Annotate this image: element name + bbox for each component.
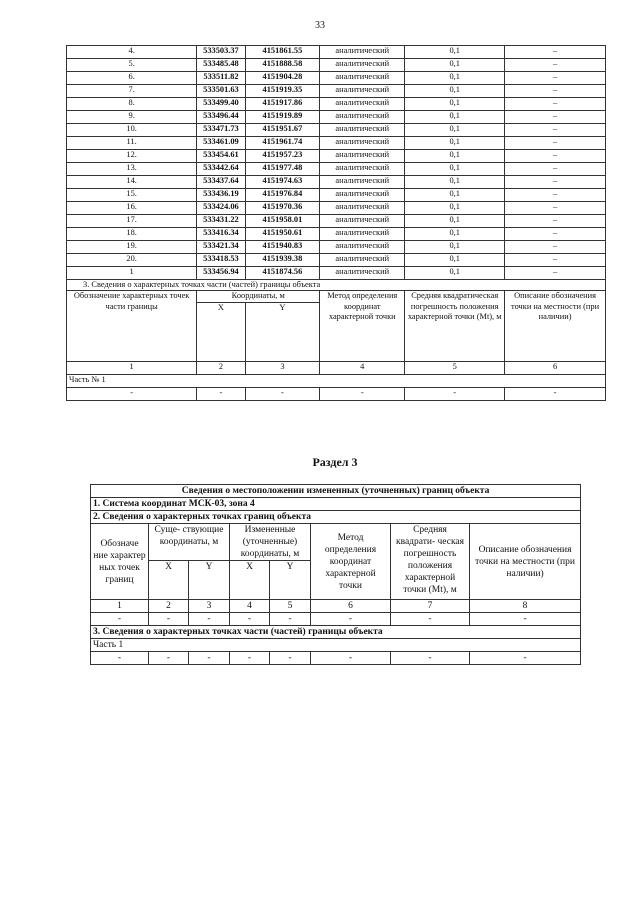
point-method: аналитический	[320, 241, 405, 254]
point-accuracy: 0,1	[405, 241, 505, 254]
table-row	[67, 176, 606, 189]
point-number: 6.	[67, 72, 197, 85]
point-description: –	[505, 202, 606, 215]
point-x: 533471.73	[197, 124, 245, 137]
point-method: аналитический	[320, 150, 405, 163]
table-row	[67, 137, 606, 150]
header-method: Метод определения координат характерной точки	[311, 524, 391, 600]
point-y: 4151977.48	[245, 163, 320, 176]
point-accuracy: 0,1	[405, 85, 505, 98]
table-row	[67, 202, 606, 215]
dash-cell: -	[149, 652, 189, 665]
table-row	[67, 72, 606, 85]
dash-cell: -	[91, 652, 149, 665]
point-method: аналитический	[320, 98, 405, 111]
dash-cell: -	[470, 652, 581, 665]
dash-cell: -	[470, 613, 581, 626]
point-method: аналитический	[320, 85, 405, 98]
point-y: 4151950.61	[245, 228, 320, 241]
point-number: 19.	[67, 241, 197, 254]
point-number: 13.	[67, 163, 197, 176]
point-accuracy: 0,1	[405, 150, 505, 163]
point-accuracy: 0,1	[405, 59, 505, 72]
point-number: 15.	[67, 189, 197, 202]
col-number: 7	[391, 600, 470, 613]
table-row	[67, 228, 606, 241]
point-number: 4.	[67, 46, 197, 59]
col-number: 5	[270, 600, 311, 613]
dash-cell: -	[311, 652, 391, 665]
point-description: –	[505, 124, 606, 137]
point-method: аналитический	[320, 254, 405, 267]
col-number: 1	[67, 361, 197, 374]
point-description: –	[505, 241, 606, 254]
col-number: 3	[245, 361, 320, 374]
col-number: 8	[470, 600, 581, 613]
point-method: аналитический	[320, 46, 405, 59]
table-row	[67, 124, 606, 137]
changed-boundaries-table	[90, 484, 581, 665]
point-x: 533431.22	[197, 215, 245, 228]
table-row	[67, 85, 606, 98]
point-y: 4151976.84	[245, 189, 320, 202]
point-x: 533456.94	[197, 267, 245, 280]
point-description: –	[505, 176, 606, 189]
table-row	[67, 254, 606, 267]
col-number: 2	[197, 361, 245, 374]
table-row	[67, 267, 606, 280]
point-accuracy: 0,1	[405, 163, 505, 176]
header-existing-x: X	[149, 561, 189, 600]
point-number: 7.	[67, 85, 197, 98]
point-accuracy: 0,1	[405, 176, 505, 189]
table-row	[67, 215, 606, 228]
point-y: 4151917.86	[245, 98, 320, 111]
dash-cell: -	[189, 652, 230, 665]
point-accuracy: 0,1	[405, 202, 505, 215]
point-description: –	[505, 59, 606, 72]
point-method: аналитический	[320, 59, 405, 72]
point-x: 533418.53	[197, 254, 245, 267]
boundary-points-body	[67, 46, 606, 280]
point-accuracy: 0,1	[405, 254, 505, 267]
dash-cell: -	[67, 387, 197, 400]
dash-cell: -	[405, 387, 505, 400]
point-y: 4151861.55	[245, 46, 320, 59]
dash-cell: -	[391, 652, 470, 665]
dash-cell: -	[91, 613, 149, 626]
coordinate-system: 1. Система координат МСК-03, зона 4	[91, 498, 581, 511]
point-accuracy: 0,1	[405, 228, 505, 241]
point-accuracy: 0,1	[405, 111, 505, 124]
point-y: 4151958.01	[245, 215, 320, 228]
dash-cell: -	[230, 613, 270, 626]
header-y: Y	[245, 302, 320, 361]
page-number: 33	[315, 20, 325, 31]
part-points-title: 3. Сведения о характерных точках части (частей) границы объекта	[91, 626, 581, 639]
point-description: –	[505, 215, 606, 228]
point-number: 1	[67, 267, 197, 280]
point-number: 17.	[67, 215, 197, 228]
point-y: 4151919.35	[245, 85, 320, 98]
point-x: 533437.64	[197, 176, 245, 189]
point-x: 533485.48	[197, 59, 245, 72]
point-number: 14.	[67, 176, 197, 189]
point-y: 4151940.83	[245, 241, 320, 254]
point-y: 4151974.63	[245, 176, 320, 189]
header-coordinates: Координаты, м	[197, 291, 320, 303]
point-description: –	[505, 163, 606, 176]
dash-cell: -	[320, 387, 405, 400]
dash-cell: -	[149, 613, 189, 626]
table-row	[67, 150, 606, 163]
header-designation: Обозначе ние характер ных точек границ	[91, 524, 149, 600]
dash-cell: -	[197, 387, 245, 400]
table-row	[67, 163, 606, 176]
point-x: 533436.19	[197, 189, 245, 202]
header-existing-coords: Суще- ствующие координаты, м	[149, 524, 230, 561]
point-x: 533454.61	[197, 150, 245, 163]
table-row	[67, 59, 606, 72]
point-accuracy: 0,1	[405, 189, 505, 202]
header-changed-y: Y	[270, 561, 311, 600]
col-number: 3	[189, 600, 230, 613]
point-y: 4151951.67	[245, 124, 320, 137]
point-description: –	[505, 111, 606, 124]
section-title: Раздел 3	[312, 455, 358, 469]
point-accuracy: 0,1	[405, 137, 505, 150]
point-x: 533511.82	[197, 72, 245, 85]
point-description: –	[505, 228, 606, 241]
point-y: 4151957.23	[245, 150, 320, 163]
point-method: аналитический	[320, 111, 405, 124]
header-description: Описание обозначения точки на местности (при наличии)	[470, 524, 581, 600]
subsection-3-title: 3. Сведения о характерных точках части (частей) границы объекта	[67, 280, 606, 291]
part-label: Часть № 1	[67, 374, 606, 387]
header-changed-x: X	[230, 561, 270, 600]
point-y: 4151961.74	[245, 137, 320, 150]
table-row	[67, 241, 606, 254]
dash-cell: -	[311, 613, 391, 626]
point-x: 533499.40	[197, 98, 245, 111]
header-existing-y: Y	[189, 561, 230, 600]
point-accuracy: 0,1	[405, 124, 505, 137]
point-description: –	[505, 46, 606, 59]
col-number: 4	[230, 600, 270, 613]
table-row	[67, 189, 606, 202]
points-title: 2. Сведения о характерных точках границ объекта	[91, 511, 581, 524]
dash-cell: -	[230, 652, 270, 665]
point-method: аналитический	[320, 228, 405, 241]
header-accuracy: Средняя квадрати- ческая погрешность положения характерной точки (Мt), м	[391, 524, 470, 600]
dash-cell: -	[189, 613, 230, 626]
col-number: 1	[91, 600, 149, 613]
point-method: аналитический	[320, 163, 405, 176]
point-y: 4151919.89	[245, 111, 320, 124]
point-method: аналитический	[320, 202, 405, 215]
point-description: –	[505, 137, 606, 150]
col-number: 6	[311, 600, 391, 613]
point-method: аналитический	[320, 215, 405, 228]
point-number: 10.	[67, 124, 197, 137]
header-changed-coords: Измененные (уточненные) координаты, м	[230, 524, 311, 561]
point-accuracy: 0,1	[405, 46, 505, 59]
point-x: 533496.44	[197, 111, 245, 124]
point-method: аналитический	[320, 72, 405, 85]
point-x: 533416.34	[197, 228, 245, 241]
col-number: 6	[505, 361, 606, 374]
point-accuracy: 0,1	[405, 98, 505, 111]
header-description: Описание обозначения точки на местности (при наличии)	[505, 291, 606, 362]
point-accuracy: 0,1	[405, 267, 505, 280]
header-x: X	[197, 302, 245, 361]
point-y: 4151888.58	[245, 59, 320, 72]
point-accuracy: 0,1	[405, 215, 505, 228]
part-label: Часть 1	[91, 639, 581, 652]
point-description: –	[505, 189, 606, 202]
dash-cell: -	[391, 613, 470, 626]
point-number: 8.	[67, 98, 197, 111]
point-x: 533442.64	[197, 163, 245, 176]
point-accuracy: 0,1	[405, 72, 505, 85]
point-description: –	[505, 72, 606, 85]
point-method: аналитический	[320, 137, 405, 150]
point-y: 4151874.56	[245, 267, 320, 280]
header-method: Метод определения координат характерной точки	[320, 291, 405, 362]
col-number: 2	[149, 600, 189, 613]
dash-cell: -	[245, 387, 320, 400]
dash-cell: -	[270, 652, 311, 665]
col-number: 5	[405, 361, 505, 374]
header-designation: Обозначение характерных точек части границы	[67, 291, 197, 362]
point-y: 4151939.38	[245, 254, 320, 267]
point-description: –	[505, 267, 606, 280]
point-description: –	[505, 98, 606, 111]
point-y: 4151970.36	[245, 202, 320, 215]
point-x: 533503.37	[197, 46, 245, 59]
point-method: аналитический	[320, 267, 405, 280]
point-description: –	[505, 150, 606, 163]
point-number: 12.	[67, 150, 197, 163]
point-x: 533461.09	[197, 137, 245, 150]
point-method: аналитический	[320, 189, 405, 202]
point-method: аналитический	[320, 124, 405, 137]
point-number: 9.	[67, 111, 197, 124]
point-number: 5.	[67, 59, 197, 72]
table-row	[67, 98, 606, 111]
table-row	[67, 46, 606, 59]
point-x: 533421.34	[197, 241, 245, 254]
point-method: аналитический	[320, 176, 405, 189]
point-number: 20.	[67, 254, 197, 267]
point-y: 4151904.28	[245, 72, 320, 85]
dash-cell: -	[270, 613, 311, 626]
table2-title: Сведения о местоположении измененных (уточненных) границ объекта	[91, 485, 581, 498]
point-number: 18.	[67, 228, 197, 241]
table-row	[67, 111, 606, 124]
point-number: 11.	[67, 137, 197, 150]
point-x: 533424.06	[197, 202, 245, 215]
boundary-points-table	[66, 45, 606, 401]
point-description: –	[505, 254, 606, 267]
point-number: 16.	[67, 202, 197, 215]
point-description: –	[505, 85, 606, 98]
header-accuracy: Средняя квадратическая погрешность положения характерной точки (Мt), м	[405, 291, 505, 362]
point-x: 533501.63	[197, 85, 245, 98]
col-number: 4	[320, 361, 405, 374]
dash-cell: -	[505, 387, 606, 400]
